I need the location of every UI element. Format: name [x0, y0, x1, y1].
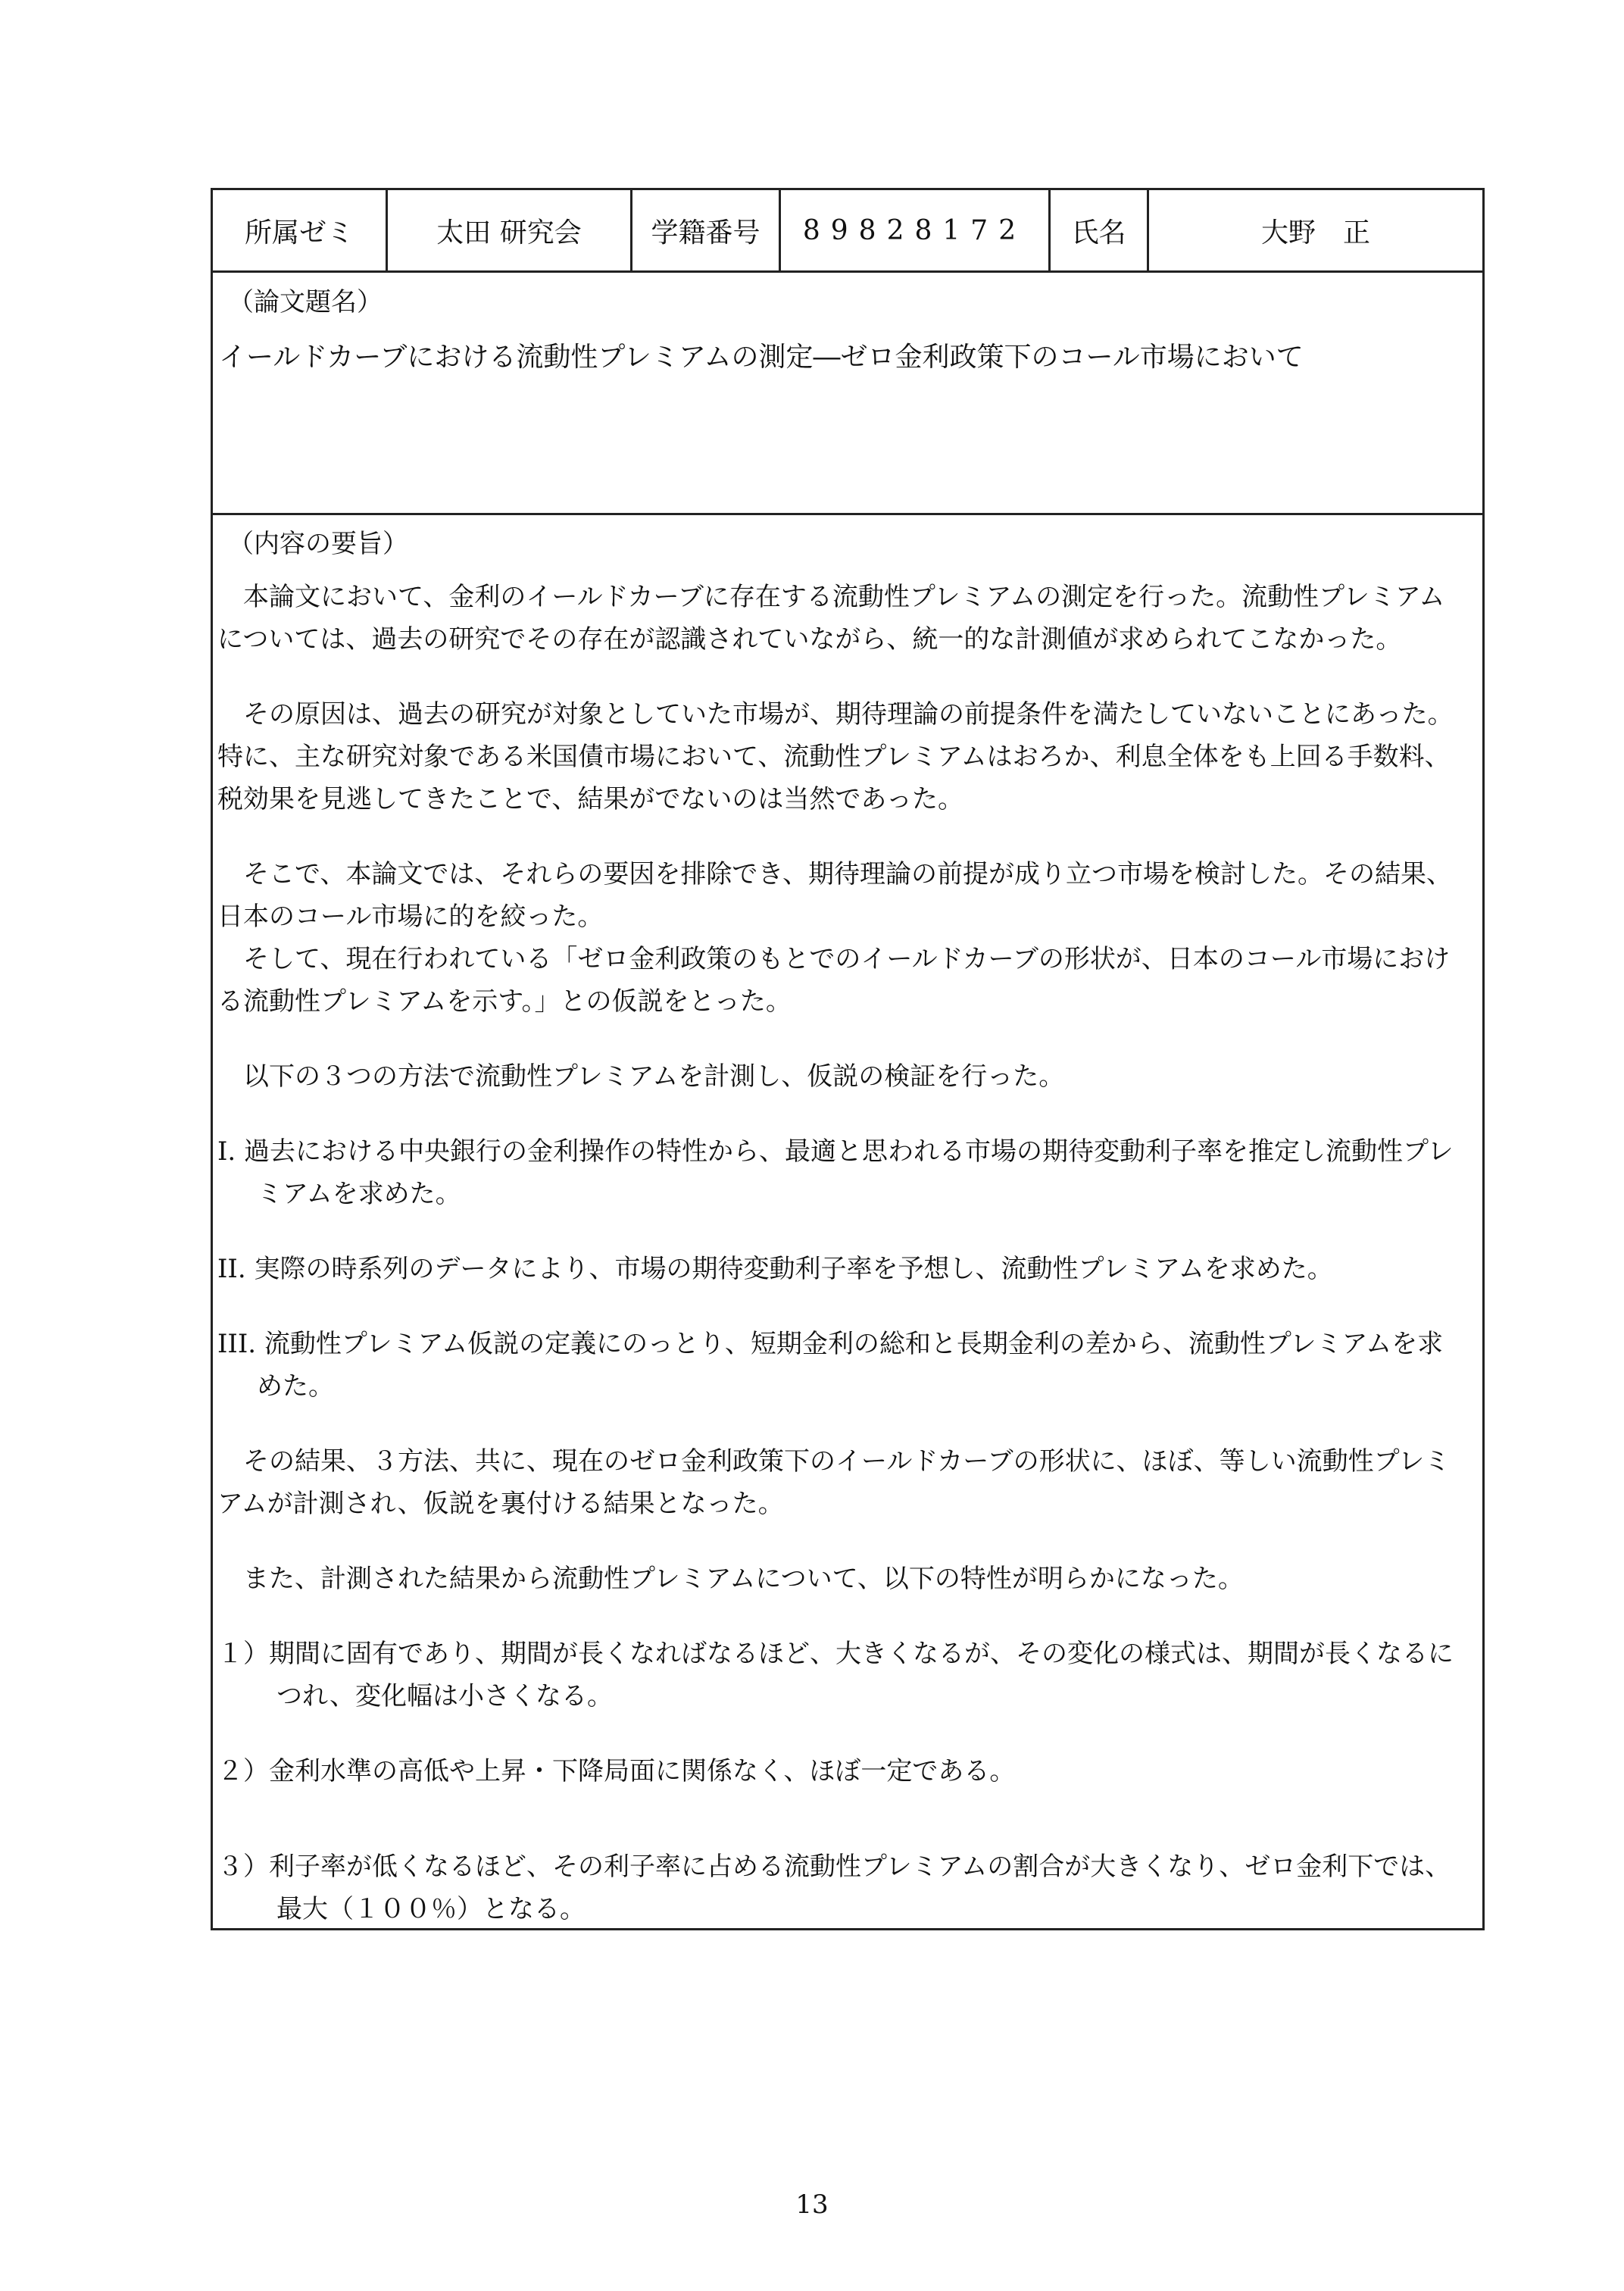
thesis-title-section: [213, 270, 1482, 515]
thesis-summary-form: [211, 188, 1485, 1930]
name-value: 大野 正: [1260, 217, 1370, 248]
property-item: １）期間に固有であり、期間が長くなればなるほど、大きくなるが、その変化の様式は、期間が長くなるにつれ、変化幅は小さくなる。: [217, 1639, 1454, 1711]
summary-paragraph: その原因は、過去の研究が対象としていた市場が、期待理論の前提条件を満たしていないことにあった。特に、主な研究対象である米国債市場において、流動性プレミアムはおろか、利息全体をも上回る手数料、税効果を見逃してきたことで、結果がでないのは当然であった。: [217, 699, 1454, 814]
seminar-value: 太田 研究会: [388, 190, 632, 270]
method-item: III. 流動性プレミアム仮説の定義にのっとり、短期金利の総和と長期金利の差から、流動性プレミアムを求めた。: [217, 1329, 1444, 1402]
summary-body: [217, 576, 1469, 1963]
summary-section: [213, 515, 1482, 1928]
property-item: ３）利子率が低くなるほど、その利子率に占める流動性プレミアムの割合が大きくなり、ゼロ金利下では、最大（１００％）となる。: [217, 1852, 1451, 1924]
student-id-label: 学籍番号: [632, 190, 781, 270]
summary-paragraph: そこで、本論文では、それらの要因を排除でき、期待理論の前提が成り立つ市場を検討した。その結果、日本のコール市場に的を絞った。: [217, 859, 1452, 932]
summary-paragraph: また、計測された結果から流動性プレミアムについて、以下の特性が明らかになった。: [243, 1564, 1244, 1594]
page-number: 13: [795, 2189, 829, 2220]
method-item: I. 過去における中央銀行の金利操作の特性から、最適と思われる市場の期待変動利子率を推定し流動性プレミアムを求めた。: [217, 1136, 1454, 1209]
summary-paragraph: そして、現在行われている「ゼロ金利政策のもとでのイールドカーブの形状が、日本のコール市場における流動性プレミアムを示す。」との仮説をとった。: [217, 944, 1451, 1017]
thesis-title: イールドカーブにおける流動性プレミアムの測定―ゼロ金利政策下のコール市場において: [219, 342, 1304, 373]
header-row: [213, 190, 1482, 273]
student-id-value: 89828172: [781, 190, 1051, 270]
summary-paragraph: その結果、３方法、共に、現在のゼロ金利政策下のイールドカーブの形状に、ほぼ、等しい流動性プレミアムが計測され、仮説を裏付ける結果となった。: [217, 1446, 1451, 1519]
summary-paragraph: 本論文において、金利のイールドカーブに存在する流動性プレミアムの測定を行った。流動性プレミアムについては、過去の研究でその存在が認識されていながら、統一的な計測値が求められてこなかった。: [217, 582, 1445, 655]
summary-label: （内容の要旨）: [228, 529, 408, 559]
thesis-title-label: （論文題名）: [228, 287, 383, 317]
summary-paragraph: 以下の３つの方法で流動性プレミアムを計測し、仮説の検証を行った。: [243, 1061, 1065, 1092]
seminar-label: 所属ゼミ: [213, 190, 388, 270]
property-item: ２）金利水準の高低や上昇・下降局面に関係なく、ほぼ一定である。: [217, 1756, 1016, 1786]
method-item: II. 実際の時系列のデータにより、市場の期待変動利子率を予想し、流動性プレミアムを求めた。: [217, 1254, 1333, 1284]
name-label: 氏名: [1051, 190, 1149, 270]
